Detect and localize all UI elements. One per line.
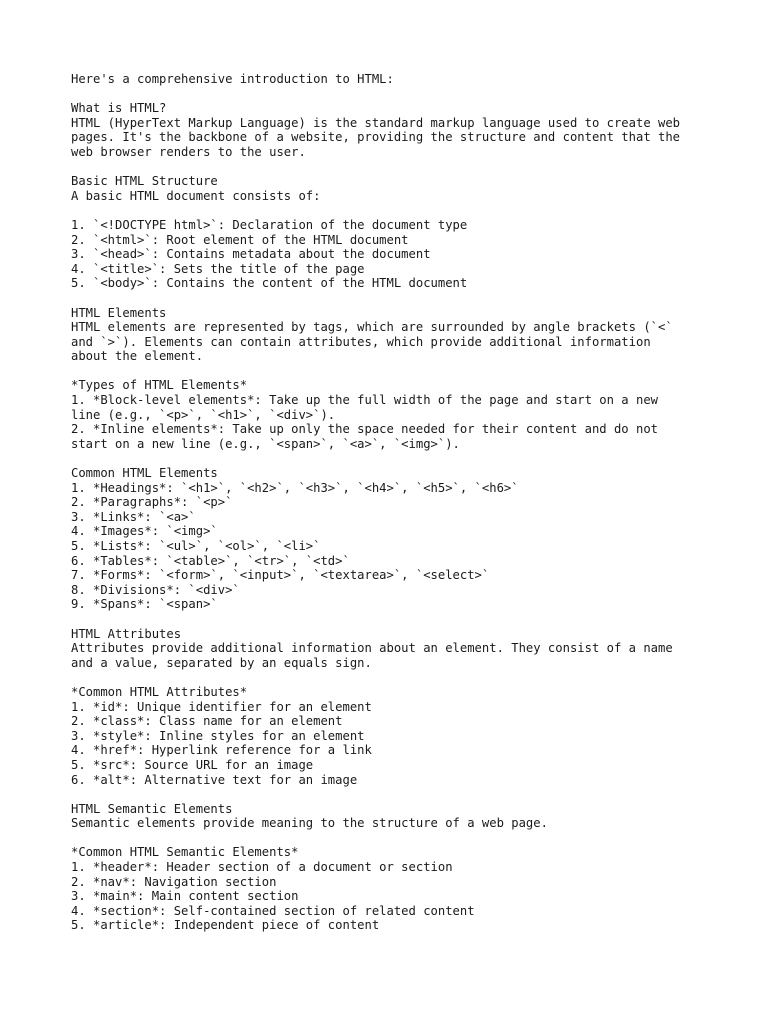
- attributes-section: [71, 627, 711, 671]
- list-item: 1. `<!DOCTYPE html>`: Declaration of the document type: [71, 217, 468, 232]
- body-line: start on a new line (e.g., `<span>`, `<a>`, `<img>`).: [71, 436, 460, 451]
- list-item: 6. *Tables*: `<table>`, `<tr>`, `<td>`: [71, 553, 350, 568]
- list-item: 6. *alt*: Alternative text for an image: [71, 772, 358, 787]
- body-line: 1. *Block-level elements*: Take up the full width of the page and start on a new: [71, 393, 658, 408]
- list-item: 4. *Images*: `<img>`: [71, 524, 218, 539]
- list-item: 1. *Headings*: `<h1>`, `<h2>`, `<h3>`, `<h4>`, `<h5>`, `<h6>`: [71, 480, 519, 495]
- common-elements-section: [71, 466, 711, 612]
- list-item: 2. *class*: Class name for an element: [71, 714, 343, 729]
- list-item: 2. *Paragraphs*: `<p>`: [71, 495, 233, 510]
- body-line: Semantic elements provide meaning to the structure of a web page.: [71, 816, 548, 831]
- section-heading: HTML Elements: [71, 305, 167, 320]
- body-line: HTML elements are represented by tags, which are surrounded by angle brackets (`<`: [71, 320, 673, 335]
- body-line: HTML (HyperText Markup Language) is the standard markup language used to create web: [71, 115, 681, 130]
- list-item: 1. *id*: Unique identifier for an element: [71, 699, 372, 714]
- intro-paragraph: [71, 72, 711, 87]
- list-item: 3. *Links*: `<a>`: [71, 509, 196, 524]
- list-item: 8. *Divisions*: `<div>`: [71, 582, 240, 597]
- common-attributes-section: [71, 685, 711, 787]
- intro-line: Here's a comprehensive introduction to HTML:: [71, 72, 394, 86]
- section-heading: HTML Semantic Elements: [71, 801, 233, 816]
- list-item: 3. *style*: Inline styles for an element: [71, 728, 365, 743]
- list-item: 4. `<title>`: Sets the title of the page: [71, 261, 365, 276]
- list-item: 3. `<head>`: Contains metadata about the document: [71, 247, 431, 262]
- section-heading: Basic HTML Structure: [71, 174, 218, 189]
- list-item: 5. *article*: Independent piece of content: [71, 918, 380, 933]
- list-item: 1. *header*: Header section of a document or section: [71, 860, 453, 875]
- body-line: and a value, separated by an equals sign.: [71, 655, 372, 670]
- list-item: 3. *main*: Main content section: [71, 889, 299, 904]
- body-line: line (e.g., `<p>`, `<h1>`, `<div>`).: [71, 407, 336, 422]
- list-item: 9. *Spans*: `<span>`: [71, 597, 218, 612]
- body-line: and `>`). Elements can contain attributes, which provide additional information: [71, 334, 651, 349]
- types-section: [71, 378, 711, 451]
- body-line: about the element.: [71, 349, 204, 364]
- list-item: 7. *Forms*: `<form>`, `<input>`, `<textarea>`, `<select>`: [71, 568, 490, 583]
- list-item: 2. `<html>`: Root element of the HTML document: [71, 232, 409, 247]
- common-semantic-section: [71, 845, 711, 933]
- basic-structure-intro: [71, 174, 711, 203]
- list-item: 5. `<body>`: Contains the content of the HTML document: [71, 276, 468, 291]
- body-line: pages. It's the backbone of a website, providing the structure and content that the: [71, 130, 681, 145]
- what-is-html-section: [71, 101, 711, 159]
- semantic-section: [71, 802, 711, 831]
- section-heading: What is HTML?: [71, 101, 167, 116]
- list-item: 5. *src*: Source URL for an image: [71, 757, 314, 772]
- body-line: 2. *Inline elements*: Take up only the space needed for their content and do not: [71, 422, 658, 437]
- section-heading: *Common HTML Semantic Elements*: [71, 845, 299, 860]
- list-item: 5. *Lists*: `<ul>`, `<ol>`, `<li>`: [71, 539, 321, 553]
- body-line: A basic HTML document consists of:: [71, 188, 321, 203]
- section-heading: Common HTML Elements: [71, 466, 218, 481]
- body-line: Attributes provide additional information about an element. They consist of a name: [71, 641, 673, 656]
- section-heading: *Types of HTML Elements*: [71, 378, 248, 393]
- section-heading: *Common HTML Attributes*: [71, 684, 248, 699]
- basic-structure-list: [71, 218, 711, 291]
- section-heading: HTML Attributes: [71, 626, 182, 641]
- list-item: 2. *nav*: Navigation section: [71, 874, 277, 889]
- list-item: 4. *section*: Self-contained section of related content: [71, 903, 475, 918]
- document-page: [71, 72, 711, 948]
- html-elements-section: [71, 306, 711, 364]
- list-item: 4. *href*: Hyperlink reference for a link: [71, 743, 372, 758]
- body-line: web browser renders to the user.: [71, 144, 306, 159]
